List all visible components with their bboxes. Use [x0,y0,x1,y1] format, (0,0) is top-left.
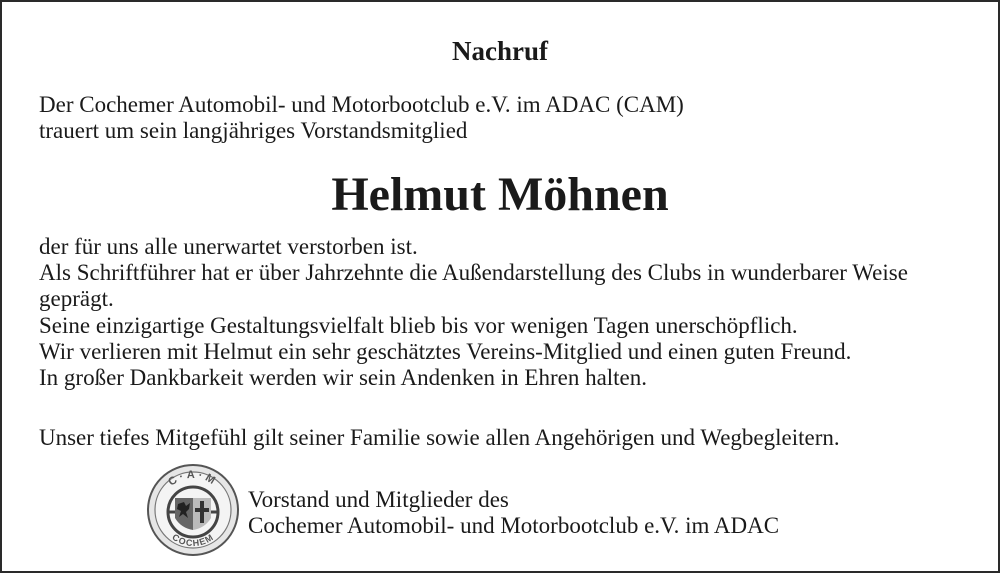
svg-text:COCHEM: COCHEM [170,531,216,549]
signature-line-2: Cochemer Automobil- und Motorbootclub e.V. im ADAC [248,513,780,538]
deceased-name: Helmut Möhnen [331,168,669,221]
body-paragraph: In großer Dankbarkeit werden wir sein Andenken in Ehren halten. [39,365,648,391]
condolence-text: Unser tiefes Mitgefühl gilt seiner Familie sowie allen Angehörigen und Wegbegleitern. [39,425,840,450]
intro-text [39,92,959,144]
body-paragraph: Seine einzigartige Gestaltungsvielfalt blieb bis vor wenigen Tagen unerschöpflich. [39,312,798,338]
intro-line-2: trauert um sein langjähriges Vorstandsmitglied [39,118,468,143]
body-paragraph: Als Schriftführer hat er über Jahrzehnte die Außendarstellung des Clubs in wunderbarer Weise geprägt. [39,260,908,312]
club-emblem-icon [145,462,241,558]
notice-body [39,234,974,391]
signature-block [248,487,779,539]
signature-line-1: Vorstand und Mitglieder des [248,487,509,512]
notice-title: Nachruf [452,36,548,66]
body-paragraph: Wir verlieren mit Helmut ein sehr geschätztes Vereins-Mitglied und einen guten Freund. [39,338,852,364]
body-paragraph: der für uns alle unerwartet verstorben ist. [39,234,418,259]
intro-line-1: Der Cochemer Automobil- und Motorbootclub e.V. im ADAC (CAM) [39,92,684,117]
svg-text:C·A·M: C·A·M [166,468,220,489]
